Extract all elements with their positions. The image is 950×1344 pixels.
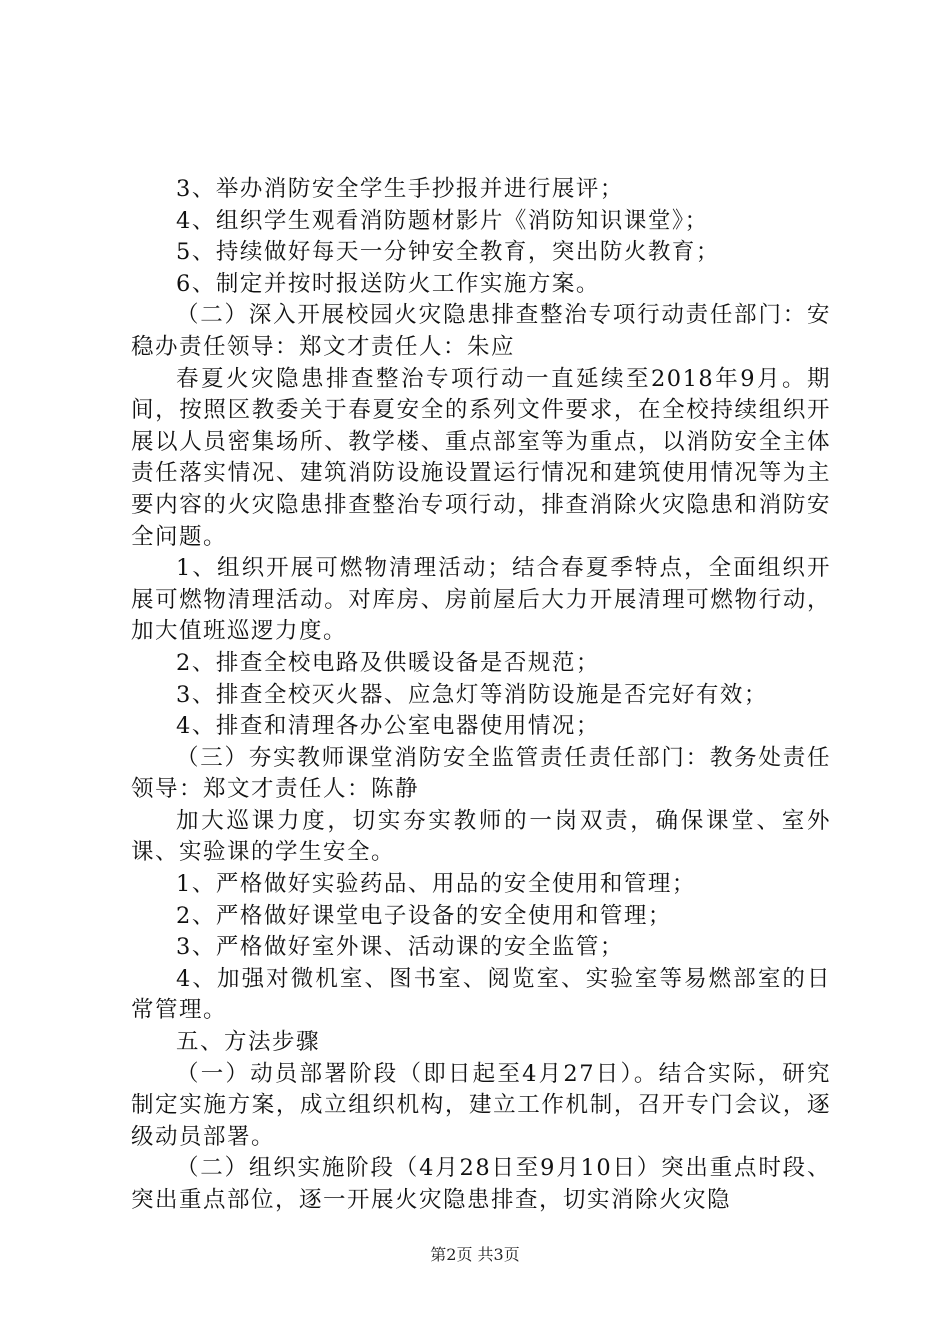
paragraph-5-section-heading: （二）深入开展校园火灾隐患排查整治专项行动责任部门：安稳办责任领导：郑文才责任人：朱应 xyxy=(131,302,831,360)
paragraph-2: 4、组织学生观看消防题材影片《消防知识课堂》； xyxy=(176,207,709,234)
paragraph-12: 加大巡课力度，切实夯实教师的一岗双责，确保课堂、室外课、实验课的学生安全。 xyxy=(131,807,831,866)
paragraph-16: 4、加强对微机室、图书室、阅览室、实验室等易燃部室的日常管理。 xyxy=(131,965,831,1024)
paragraph-11-section-heading: （三）夯实教师课堂消防安全监管责任责任部门：教务处责任领导：郑文才责任人：陈静 xyxy=(131,744,831,803)
paragraph-18: （一）动员部署阶段（即日起至4月27日）。结合实际，研究制定实施方案，成立组织机构，建立工作机制，召开专门会议，逐级动员部署。 xyxy=(131,1060,831,1150)
paragraph-4: 6、制定并按时报送防火工作实施方案。 xyxy=(176,270,600,297)
paragraph-13: 1、严格做好实验药品、用品的安全使用和管理； xyxy=(176,871,696,898)
paragraph-14: 2、严格做好课堂电子设备的安全使用和管理； xyxy=(176,902,672,929)
paragraph-1: 3、举办消防安全学生手抄报并进行展评； xyxy=(176,176,624,202)
paragraph-10: 4、排查和清理各办公室电器使用情况； xyxy=(176,713,600,740)
paragraph-17-section-heading: 五、方法步骤 xyxy=(176,1029,321,1056)
page-footer: 第2页 共3页 xyxy=(430,1245,520,1264)
document-body xyxy=(131,174,831,1217)
paragraph-9: 3、排查全校灭火器、应急灯等消防设施是否完好有效； xyxy=(176,681,768,708)
paragraph-15: 3、严格做好室外课、活动课的安全监管； xyxy=(176,934,624,961)
paragraph-3: 5、持续做好每天一分钟安全教育，突出防火教育； xyxy=(176,239,720,266)
paragraph-19: （二）组织实施阶段（4月28日至9月10日）突出重点时段、突出重点部位，逐一开展火灾隐患排查，切实消除火灾隐 xyxy=(131,1155,831,1213)
paragraph-7: 1、组织开展可燃物清理活动；结合春夏季特点，全面组织开展可燃物清理活动。对库房、房前屋后大力开展清理可燃物行动，加大值班巡逻力度。 xyxy=(131,555,831,645)
paragraph-6: 春夏火灾隐患排查整治专项行动一直延续至2018年9月。期间，按照区教委关于春夏安全的系列文件要求，在全校持续组织开展以人员密集场所、教学楼、重点部室等为重点，以消防安全主体责任落实情况、建筑消防设施设置运行情况和建筑使用情况等为主要内容的火灾隐患排查整治专项行动，排查消除火灾隐患和消防安全问题。 xyxy=(131,365,831,550)
paragraph-8: 2、排查全校电路及供暖设备是否规范； xyxy=(176,649,600,676)
